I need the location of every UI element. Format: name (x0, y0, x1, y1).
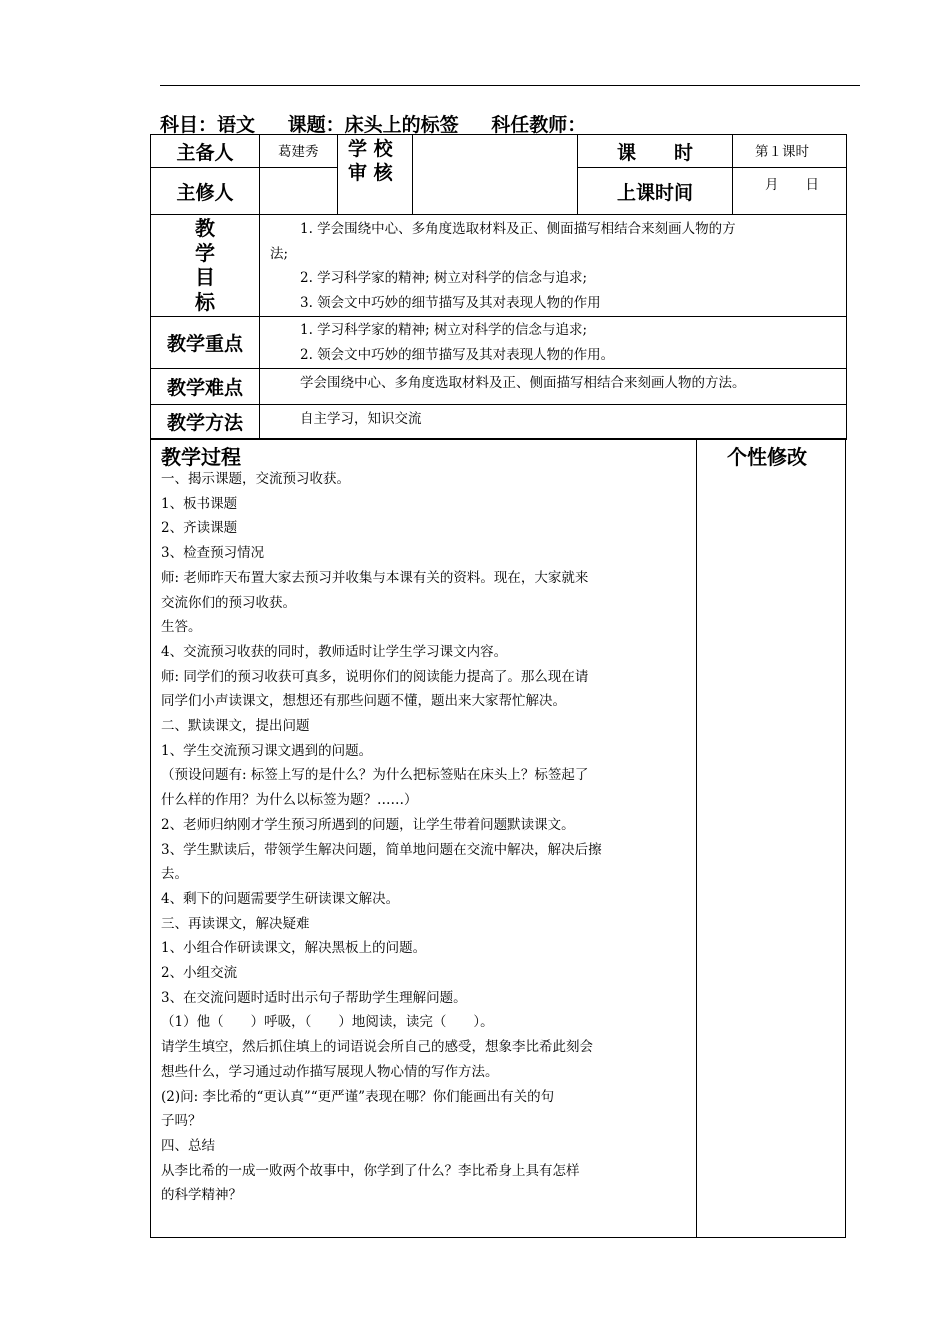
class-time-value: 月 日 (733, 168, 847, 215)
teacher-label: 科任教师： (491, 114, 587, 136)
process-line: 3、在交流问题时适时出示句子帮助学生理解问题。 (161, 989, 467, 1006)
school-review-value (413, 135, 578, 215)
process-line: 4、剩下的问题需要学生研读课文解决。 (161, 890, 400, 907)
process-line: 请学生填空，然后抓住填上的词语说会所自己的感受，想象李比希此刻会 (161, 1039, 593, 1056)
goals-content (260, 215, 847, 317)
process-line: 子吗？ (161, 1113, 202, 1130)
lesson-plan-table (150, 134, 847, 440)
difficulties-label: 教学难点 (151, 368, 260, 404)
goals-label-char: 标 (195, 289, 215, 314)
process-line: 一、揭示课题，交流预习收获。 (161, 471, 350, 487)
goal-line: 3. 领会文中巧妙的细节描写及其对表现人物的作用 (300, 295, 601, 312)
goals-label-char: 学 (195, 240, 215, 265)
process-line: 2、老师归纳刚才学生预习所遇到的问题，让学生带着问题默读课文。 (161, 816, 575, 833)
header-rule (160, 85, 860, 86)
process-line: 3、检查预习情况 (161, 545, 265, 562)
method-text: 自主学习，知识交流 (300, 410, 422, 427)
reviser-value (260, 168, 338, 215)
process-line: 4、交流预习收获的同时，教师适时让学生学习课文内容。 (161, 643, 508, 660)
period-label: 课 时 (578, 135, 733, 168)
process-section (150, 438, 846, 1238)
method-label: 教学方法 (151, 404, 260, 439)
process-line: 二、默读课文，提出问题 (161, 718, 310, 735)
goals-label-char: 目 (195, 265, 215, 289)
process-main (151, 439, 697, 1237)
school-review-label (338, 135, 413, 215)
goal-line: 法; (270, 245, 289, 262)
process-line: 1、学生交流预习课文遇到的问题。 (161, 742, 373, 759)
difficulties-text: 学会围绕中心、多角度选取材料及正、侧面描写相结合来刻画人物的方法。 (300, 374, 746, 391)
revision-title: 个性修改 (727, 445, 807, 469)
subject-label: 科目：语文 (160, 114, 256, 136)
goal-line: 2. 学习科学家的精神; 树立对科学的信念与追求; (300, 270, 588, 287)
goal-line: 1. 学会围绕中心、多角度选取材料及正、侧面描写相结合来刻画人物的方 (300, 221, 736, 237)
process-line: 什么样的作用？为什么以标签为题？……） (161, 792, 418, 809)
key-point-line: 2. 领会文中巧妙的细节描写及其对表现人物的作用。 (300, 346, 615, 363)
process-line: 生答。 (161, 619, 202, 636)
difficulties-content (260, 368, 847, 404)
key-points-content (260, 316, 847, 368)
topic-label: 课题：床头上的标签 (287, 114, 459, 136)
class-time-label: 上课时间 (578, 168, 733, 215)
main-preparer-label: 主备人 (151, 135, 260, 168)
process-line: 交流你们的预习收获。 (161, 594, 296, 611)
method-content (260, 404, 847, 439)
goals-label-char: 教 (195, 216, 215, 240)
process-line: 去。 (161, 866, 188, 883)
goals-label (151, 215, 260, 317)
process-line: (2)问: 李比希的“更认真”“更严谨”表现在哪？你们能画出有关的句 (161, 1088, 555, 1105)
school-review-label-2: 审 核 (348, 162, 393, 184)
process-line: （预设问题有: 标签上写的是什么？为什么把标签贴在床头上？标签起了 (161, 767, 589, 784)
process-line: 三、再读课文，解决疑难 (161, 915, 310, 932)
process-line: 1、小组合作研读课文，解决黑板上的问题。 (161, 940, 427, 957)
process-line: （1）他（ ）呼吸，（ ）地阅读，读完（ ）。 (161, 1014, 494, 1031)
process-line: 3、学生默读后，带领学生解决问题，简单地问题在交流中解决，解决后擦 (161, 841, 602, 858)
process-title: 教学过程 (161, 445, 241, 469)
header-line (160, 110, 612, 137)
school-review-label-1: 学 校 (348, 138, 393, 160)
process-line: 师: 同学们的预习收获可真多，说明你们的阅读能力提高了。那么现在请 (161, 668, 589, 685)
reviser-label: 主修人 (151, 168, 260, 215)
process-line: 从李比希的一成一败两个故事中，你学到了什么？李比希身上具有怎样 (161, 1162, 580, 1179)
process-line: 1、板书课题 (161, 495, 238, 512)
process-line: 2、小组交流 (161, 965, 238, 982)
process-lines (161, 467, 689, 1208)
process-line: 同学们小声读课文，想想还有那些问题不懂，题出来大家帮忙解决。 (161, 693, 566, 710)
process-line: 的科学精神？ (161, 1187, 242, 1204)
key-point-line: 1. 学习科学家的精神; 树立对科学的信念与追求; (300, 321, 588, 338)
process-line: 想些什么，学习通过动作描写展现人物心情的写作方法。 (161, 1063, 499, 1080)
main-preparer-value: 葛建秀 (260, 135, 338, 168)
process-line: 师: 老师昨天布置大家去预习并收集与本课有关的资料。现在，大家就来 (161, 569, 589, 586)
process-line: 2、齐读课题 (161, 520, 238, 537)
key-points-label: 教学重点 (151, 316, 260, 368)
period-value: 第１课时 (733, 135, 847, 168)
process-line: 四、总结 (161, 1137, 215, 1154)
